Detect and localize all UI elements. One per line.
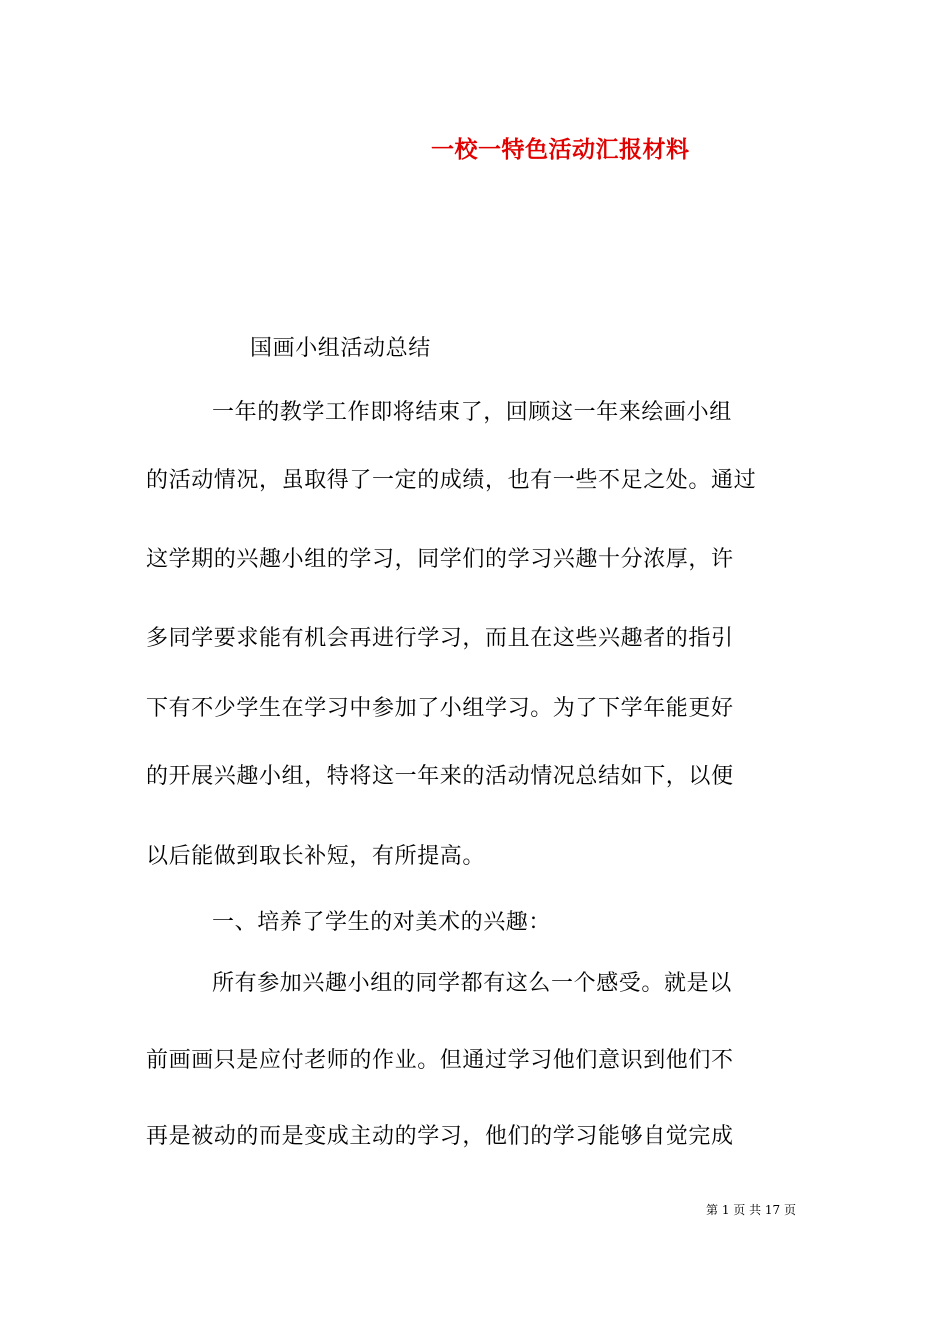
body-line: 的开展兴趣小组，特将这一年来的活动情况总结如下，以便 <box>146 764 734 789</box>
body-line: 的活动情况，虽取得了一定的成绩，也有一些不足之处。通过 <box>146 468 757 493</box>
document-title: 一校一特色活动汇报材料 <box>431 136 690 163</box>
body-line: 前画画只是应付老师的作业。但通过学习他们意识到他们不 <box>146 1048 734 1073</box>
body-line: 这学期的兴趣小组的学习，同学们的学习兴趣十分浓厚，许 <box>146 547 734 572</box>
body-line: 再是被动的而是变成主动的学习，他们的学习能够自觉完成 <box>146 1124 734 1149</box>
page-number: 第 1 页 共 17 页 <box>706 1203 796 1217</box>
subheading-line: 一、培养了学生的对美术的兴趣： <box>212 910 552 935</box>
body-line: 一年的教学工作即将结束了，回顾这一年来绘画小组 <box>212 400 732 425</box>
body-line: 多同学要求能有机会再进行学习，而且在这些兴趣者的指引 <box>146 626 734 651</box>
body-line: 下有不少学生在学习中参加了小组学习。为了下学年能更好 <box>146 696 734 721</box>
section-heading: 国画小组活动总结 <box>250 336 431 361</box>
body-line: 以后能做到取长补短，有所提高。 <box>146 844 486 869</box>
body-line: 所有参加兴趣小组的同学都有这么一个感受。就是以 <box>212 971 732 996</box>
